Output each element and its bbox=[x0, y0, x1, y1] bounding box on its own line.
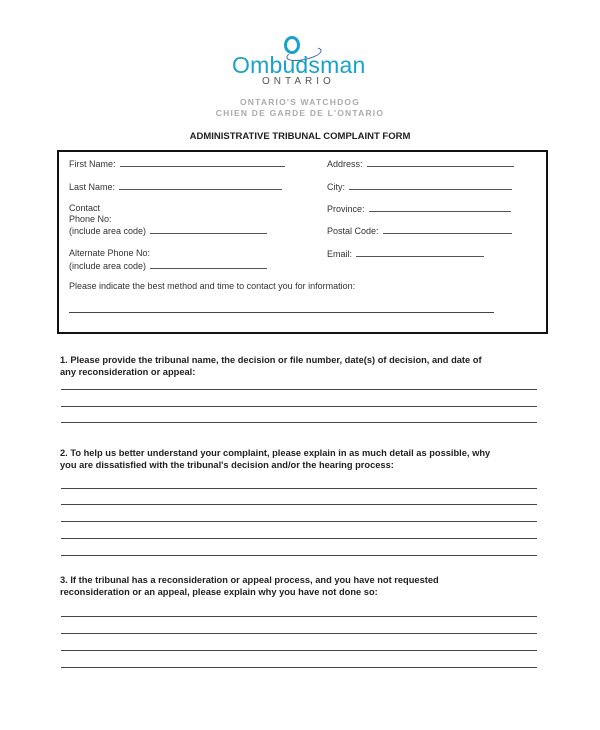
city-line[interactable] bbox=[349, 181, 512, 190]
answer-2-line[interactable] bbox=[61, 504, 537, 505]
last-name-label: Last Name: bbox=[69, 182, 116, 192]
contact-label-1: Contact bbox=[69, 203, 101, 213]
answer-2-line[interactable] bbox=[61, 555, 537, 556]
answer-1-line[interactable] bbox=[61, 406, 537, 407]
answer-2-line[interactable] bbox=[61, 538, 537, 539]
tagline-fr: CHIEN DE GARDE DE L'ONTARIO bbox=[215, 108, 385, 118]
answer-2-line[interactable] bbox=[61, 521, 537, 522]
address-field[interactable] bbox=[327, 158, 514, 170]
form-title: ADMINISTRATIVE TRIBUNAL COMPLAINT FORM bbox=[189, 131, 411, 142]
contact-info-box bbox=[57, 150, 548, 334]
alt-phone-line[interactable] bbox=[150, 260, 267, 269]
email-field[interactable] bbox=[327, 248, 484, 260]
first-name-field[interactable] bbox=[69, 158, 285, 170]
answer-1-line[interactable] bbox=[61, 389, 537, 390]
question-3-line-2: reconsideration or an appeal, please explain why you have not done so: bbox=[60, 587, 378, 597]
email-label: Email: bbox=[327, 249, 353, 259]
tagline-en: ONTARIO'S WATCHDOG bbox=[239, 97, 361, 107]
email-line[interactable] bbox=[356, 248, 484, 257]
contact-phone-line[interactable] bbox=[150, 225, 267, 234]
last-name-line[interactable] bbox=[119, 181, 282, 190]
province-field[interactable] bbox=[327, 203, 511, 215]
address-line[interactable] bbox=[367, 158, 514, 167]
province-line[interactable] bbox=[369, 203, 511, 212]
best-method-label: Please indicate the best method and time to contact you for information: bbox=[69, 281, 356, 291]
last-name-field[interactable] bbox=[69, 181, 282, 193]
alt-phone-label-2: (include area code) bbox=[69, 261, 147, 271]
postal-code-line[interactable] bbox=[383, 225, 512, 234]
city-field[interactable] bbox=[327, 181, 512, 193]
address-label: Address: bbox=[327, 159, 363, 169]
question-1-line-1: 1. Please provide the tribunal name, the decision or file number, date(s) of decision, and date of bbox=[60, 355, 482, 365]
city-label: City: bbox=[327, 182, 345, 192]
question-2 bbox=[60, 447, 540, 471]
logo-name: Ombudsman bbox=[232, 52, 366, 78]
answer-1-line[interactable] bbox=[61, 422, 537, 423]
postal-code-field[interactable] bbox=[327, 225, 512, 237]
answer-2-line[interactable] bbox=[61, 488, 537, 489]
answer-3-line[interactable] bbox=[61, 650, 537, 651]
first-name-label: First Name: bbox=[69, 159, 116, 169]
contact-label-3: (include area code) bbox=[69, 226, 147, 236]
province-label: Province: bbox=[327, 204, 365, 214]
best-method-line[interactable] bbox=[69, 312, 494, 313]
first-name-line[interactable] bbox=[120, 158, 285, 167]
question-3-line-1: 3. If the tribunal has a reconsideration or appeal process, and you have not requested bbox=[60, 575, 439, 585]
alt-phone-field[interactable] bbox=[69, 260, 267, 272]
question-2-line-1: 2. To help us better understand your complaint, please explain in as much detail as possible, why bbox=[60, 448, 491, 458]
postal-code-label: Postal Code: bbox=[327, 226, 379, 236]
answer-3-line[interactable] bbox=[61, 667, 537, 668]
contact-phone-field[interactable] bbox=[69, 225, 267, 237]
question-2-line-2: you are dissatisfied with the tribunal's decision and/or the hearing process: bbox=[60, 460, 394, 470]
question-1-line-2: any reconsideration or appeal: bbox=[60, 367, 196, 377]
answer-3-line[interactable] bbox=[61, 633, 537, 634]
alt-phone-label: Alternate Phone No: bbox=[69, 248, 151, 258]
question-3 bbox=[60, 574, 540, 598]
answer-3-line[interactable] bbox=[61, 616, 537, 617]
contact-label-2: Phone No: bbox=[69, 214, 112, 224]
logo-region: ONTARIO bbox=[262, 76, 335, 87]
question-1 bbox=[60, 354, 540, 378]
